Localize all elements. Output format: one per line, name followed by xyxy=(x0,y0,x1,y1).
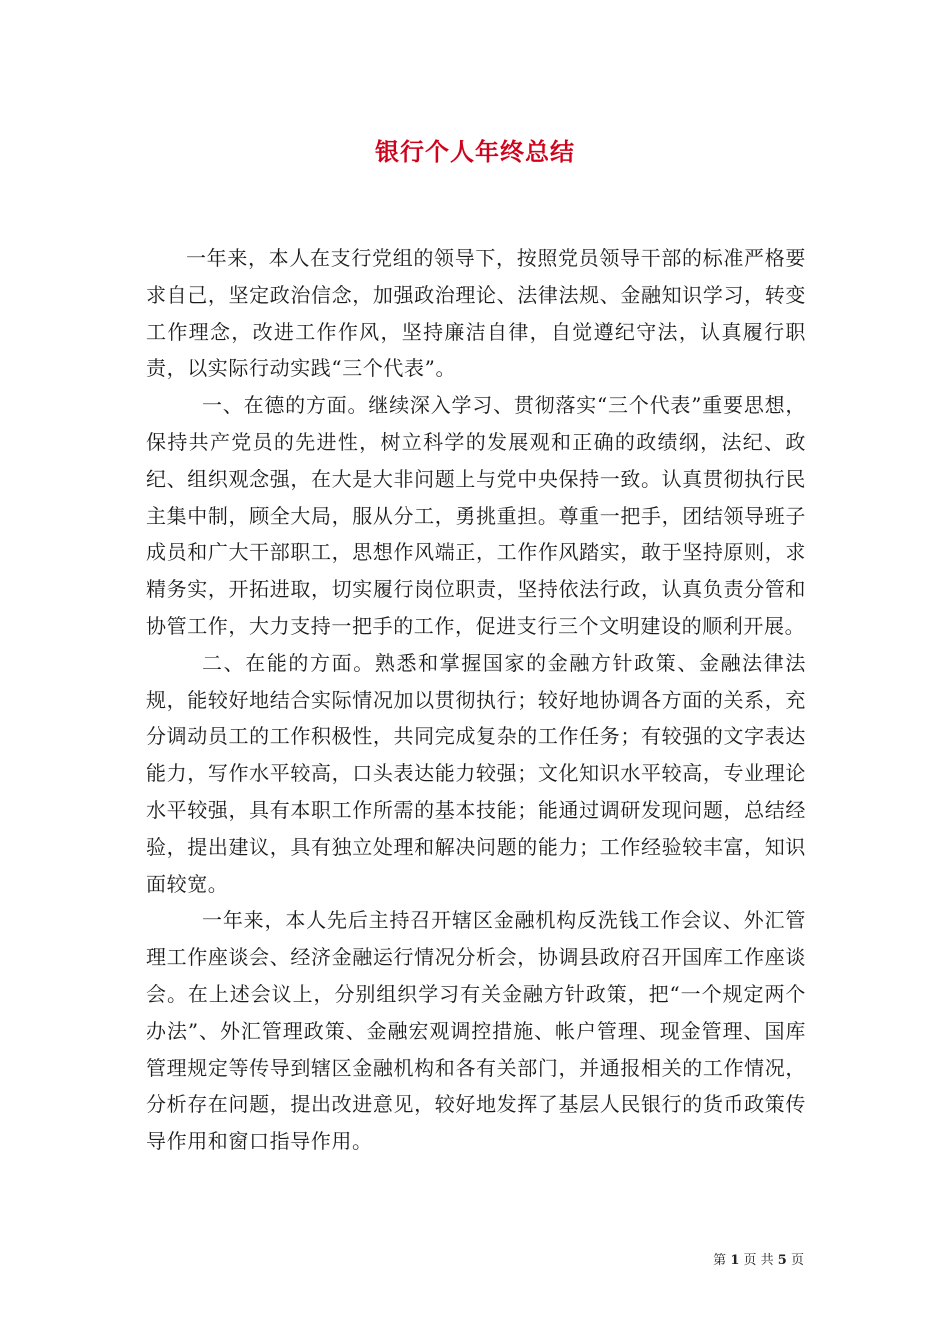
footer-total-pages: 5 xyxy=(777,1253,787,1268)
document-title: 银行个人年终总结 xyxy=(375,137,575,166)
paragraph-meetings: 一年来，本人先后主持召开辖区金融机构反洗钱工作会议、外汇管理工作座谈会、经济金融运行情况分析会，协调县政府召开国库工作座谈会。在上述会议上，分别组织学习有关金融方针政策，把“一个规定两个办法”、外汇管理政策、金融宏观调控措施、帐户管理、现金管理、国库管理规定等传导到辖区金融机构和各有关部门，并通报相关的工作情况，分析存在问题，提出改进意见，较好地发挥了基层人民银行的货币政策传导作用和窗口指导作用。 xyxy=(146,908,806,1154)
footer-middle: 页 共 xyxy=(743,1253,774,1268)
paragraph-ability: 二、在能的方面。熟悉和掌握国家的金融方针政策、金融法律法规，能较好地结合实际情况加以贯彻执行；较好地协调各方面的关系，充分调动员工的工作积极性，共同完成复杂的工作任务；有较强的文字表达能力，写作水平较高，口头表达能力较强；文化知识水平较高，专业理论水平较强，具有本职工作所需的基本技能；能通过调研发现问题，总结经验，提出建议，具有独立处理和解决问题的能力；工作经验较丰富，知识面较宽。 xyxy=(146,650,806,896)
footer-suffix: 页 xyxy=(790,1253,804,1268)
page-number-footer xyxy=(713,1249,804,1268)
paragraph-morality: 一、在德的方面。继续深入学习、贯彻落实“三个代表”重要思想，保持共产党员的先进性，树立科学的发展观和正确的政绩纲，法纪、政纪、组织观念强，在大是大非问题上与党中央保持一致。认真贯彻执行民主集中制，顾全大局，服从分工，勇挑重担。尊重一把手，团结领导班子成员和广大干部职工，思想作风端正，工作作风踏实，敢于坚持原则，求精务实，开拓进取，切实履行岗位职责，坚持依法行政，认真负责分管和协管工作，大力支持一把手的工作，促进支行三个文明建设的顺利开展。 xyxy=(146,393,806,638)
footer-prefix: 第 xyxy=(713,1253,727,1268)
paragraph-intro: 一年来，本人在支行党组的领导下，按照党员领导干部的标准严格要求自己，坚定政治信念，加强政治理论、法律法规、金融知识学习，转变工作理念，改进工作作风，坚持廉洁自律，自觉遵纪守法，认真履行职责，以实际行动实践“三个代表”。 xyxy=(146,246,806,381)
footer-current-page: 1 xyxy=(730,1253,740,1268)
document-body xyxy=(146,240,806,1160)
